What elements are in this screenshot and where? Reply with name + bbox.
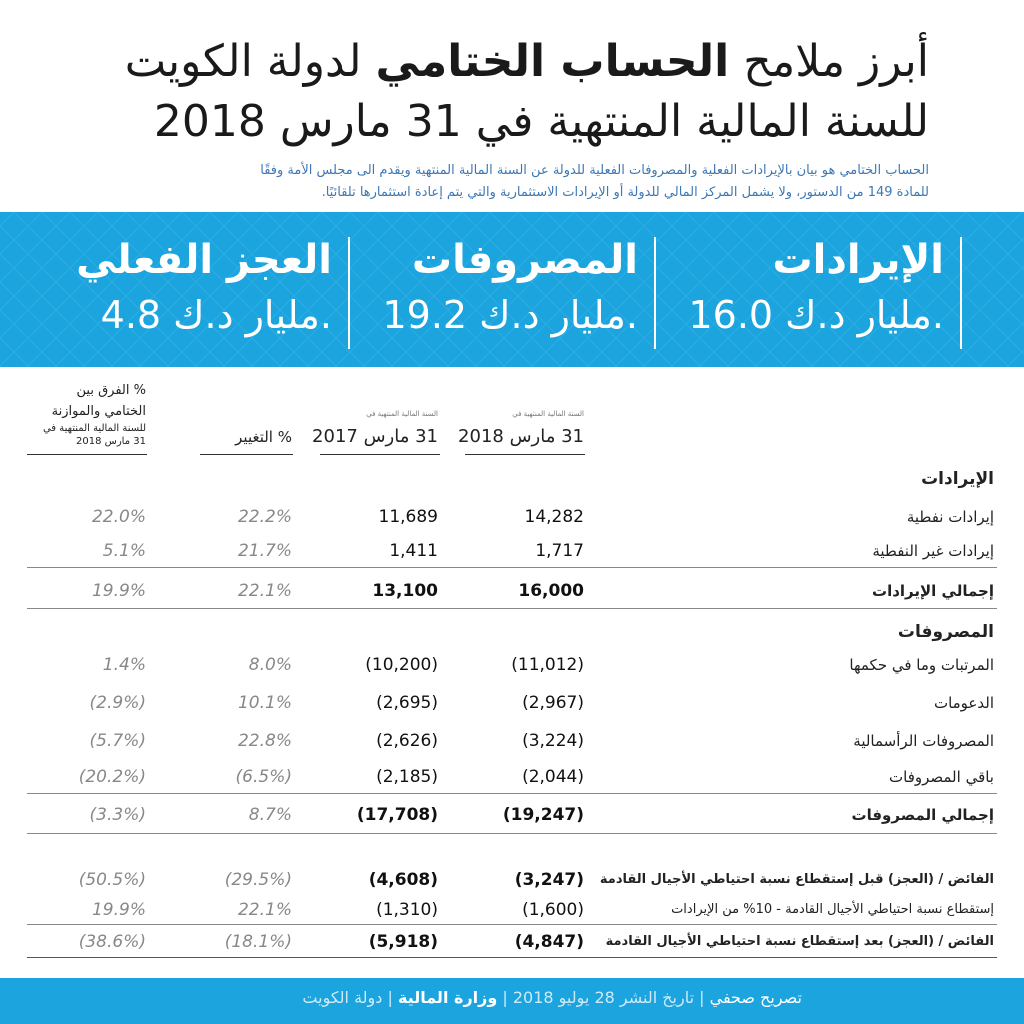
footer-country: دولة الكويت <box>302 988 383 1007</box>
row-label: الفائض / (العجز) قبل إستقطاع نسبة احتياطي الأجيال القادمة <box>599 872 994 887</box>
value-diff: 19.9% <box>91 581 146 601</box>
kpi-band <box>0 212 1024 367</box>
value-2017: 1,411 <box>389 541 438 561</box>
row-label: إجمالي الإيرادات <box>872 582 994 600</box>
table-row <box>0 762 1024 792</box>
value-2018: 16,000 <box>518 581 584 601</box>
footer-sep: | <box>694 988 710 1007</box>
kpi-value: 19.2 مليار د.ك. <box>382 293 638 337</box>
value-2017: (2,695) <box>376 693 438 713</box>
footer-sep: | <box>382 988 398 1007</box>
row-label: الفائض / (العجز) بعد إستقطاع نسبة احتياطي الأجيال القادمة <box>605 934 994 949</box>
table-row-total <box>0 576 1024 606</box>
value-2018: (19,247) <box>502 805 584 825</box>
row-label: الدعومات <box>933 694 994 712</box>
value-change: 22.2% <box>237 507 292 527</box>
footer-sep: | <box>497 988 513 1007</box>
value-diff: 1.4% <box>102 655 146 675</box>
value-change: 8.7% <box>248 805 292 825</box>
value-2017: (2,626) <box>376 731 438 751</box>
divider <box>27 608 997 609</box>
value-change: 22.1% <box>237 581 292 601</box>
col-2017-underline <box>320 454 440 455</box>
title-part1: أبرز ملامح <box>729 36 929 87</box>
value-2018: (2,044) <box>522 767 584 787</box>
table-row <box>0 688 1024 718</box>
kpi-label: العجز الفعلي <box>76 237 332 283</box>
table-row-total <box>0 800 1024 830</box>
col-2017-caption: السنة المالية المنتهية في <box>366 410 438 418</box>
divider <box>27 924 997 925</box>
value-diff: (5.7%) <box>89 731 146 751</box>
col-diff-header <box>43 380 146 448</box>
section-label: الإيرادات <box>921 469 994 489</box>
table-row <box>0 726 1024 756</box>
page-title <box>125 36 929 88</box>
col-2018-underline <box>465 454 585 455</box>
intro-text <box>99 160 929 204</box>
row-label: إستقطاع نسبة احتياطي الأجيال القادمة - 10% من الإيرادات <box>671 902 994 917</box>
value-change: (29.5%) <box>224 870 292 890</box>
col-diff-line-4: 31 مارس 2018 <box>76 436 146 447</box>
col-diff-line-3: للسنة المالية المنتهية في <box>42 423 146 434</box>
value-diff: (38.6%) <box>78 932 146 952</box>
col-change-header: % التغيير <box>235 428 292 446</box>
row-label: إيرادات غير النفطية <box>872 542 994 560</box>
col-diff-line-1: % الفرق بين <box>76 383 146 398</box>
value-2017: (17,708) <box>356 805 438 825</box>
value-change: 22.8% <box>237 731 292 751</box>
col-2017-header: 31 مارس 2017 <box>312 426 438 447</box>
kpi-expenses <box>368 237 638 347</box>
table-row <box>0 502 1024 532</box>
kpi-separator <box>960 237 962 349</box>
divider <box>27 957 997 958</box>
value-change: 10.1% <box>237 693 292 713</box>
table-row <box>0 536 1024 566</box>
value-2018: 1,717 <box>535 541 584 561</box>
kpi-value: 4.8 مليار د.ك. <box>100 293 332 337</box>
value-change: 8.0% <box>248 655 292 675</box>
section-revenues <box>0 464 1024 494</box>
value-diff: (3.3%) <box>89 805 146 825</box>
row-label: إيرادات نفطية <box>906 508 994 526</box>
value-2018: (3,224) <box>522 731 584 751</box>
col-2018-caption: السنة المالية المنتهية في <box>512 410 584 418</box>
table-row <box>0 650 1024 680</box>
kpi-deficit <box>76 237 332 347</box>
divider <box>27 793 997 794</box>
value-2017: 11,689 <box>378 507 438 527</box>
table-row <box>0 865 1024 895</box>
value-2017: 13,100 <box>372 581 438 601</box>
col-change-underline <box>200 454 293 455</box>
row-label: المرتبات وما في حكمها <box>849 656 994 674</box>
divider <box>27 833 997 834</box>
footer-text <box>302 988 802 1007</box>
footer-ministry: وزارة المالية <box>397 988 498 1007</box>
col-2018-header: 31 مارس 2018 <box>458 426 584 447</box>
value-2018: (3,247) <box>514 870 584 890</box>
col-diff-underline <box>27 454 147 455</box>
value-diff: (20.2%) <box>78 767 146 787</box>
section-label: المصروفات <box>897 622 994 642</box>
kpi-revenues <box>674 237 944 347</box>
value-2018: (4,847) <box>514 932 584 952</box>
value-2017: (10,200) <box>365 655 438 675</box>
value-2018: (11,012) <box>511 655 584 675</box>
value-change: (18.1%) <box>224 932 292 952</box>
value-2017: (1,310) <box>376 900 438 920</box>
kpi-value: 16.0 مليار د.ك. <box>688 293 944 337</box>
kpi-label: الإيرادات <box>772 237 944 283</box>
value-2018: 14,282 <box>524 507 584 527</box>
value-2018: (1,600) <box>522 900 584 920</box>
value-2017: (2,185) <box>376 767 438 787</box>
kpi-separator <box>348 237 350 349</box>
footer-bar <box>0 978 1024 1024</box>
value-change: 21.7% <box>237 541 292 561</box>
value-diff: 5.1% <box>102 541 146 561</box>
page-subtitle: للسنة المالية المنتهية في 31 مارس 2018 <box>153 96 929 147</box>
row-label: إجمالي المصروفات <box>851 806 994 824</box>
table-row <box>0 895 1024 925</box>
title-part2: لدولة الكويت <box>124 36 376 87</box>
value-diff: (50.5%) <box>78 870 146 890</box>
value-diff: (2.9%) <box>89 693 146 713</box>
section-expenses <box>0 617 1024 647</box>
intro-line-2: للمادة 149 من الدستور، ولا يشمل المركز المالي للدولة أو الإيرادات الاستثمارية والتي يتم إعادة استثمارها تلقائيًا. <box>321 185 929 200</box>
divider <box>27 567 997 568</box>
row-label: المصروفات الرأسمالية <box>853 732 994 750</box>
intro-line-1: الحساب الختامي هو بيان بالإيرادات الفعلية والمصروفات الفعلية للدولة عن السنة المالية المنتهية ويقدم الى مجلس الأمة وفقًا <box>260 163 929 178</box>
kpi-separator <box>654 237 656 349</box>
row-label: باقي المصروفات <box>889 768 994 786</box>
value-2018: (2,967) <box>522 693 584 713</box>
value-diff: 19.9% <box>91 900 146 920</box>
col-diff-line-2: الختامي والموازنة <box>51 404 146 419</box>
table-row-total <box>0 927 1024 957</box>
title-bold: الحساب الختامي <box>375 36 730 87</box>
value-diff: 22.0% <box>91 507 146 527</box>
value-change: 22.1% <box>237 900 292 920</box>
footer-date: تاريخ النشر 28 يوليو 2018 <box>512 988 695 1007</box>
footer-press-release: تصريح صحفي <box>709 988 802 1007</box>
value-2017: (4,608) <box>368 870 438 890</box>
value-change: (6.5%) <box>235 767 292 787</box>
kpi-label: المصروفات <box>411 237 638 283</box>
value-2017: (5,918) <box>368 932 438 952</box>
